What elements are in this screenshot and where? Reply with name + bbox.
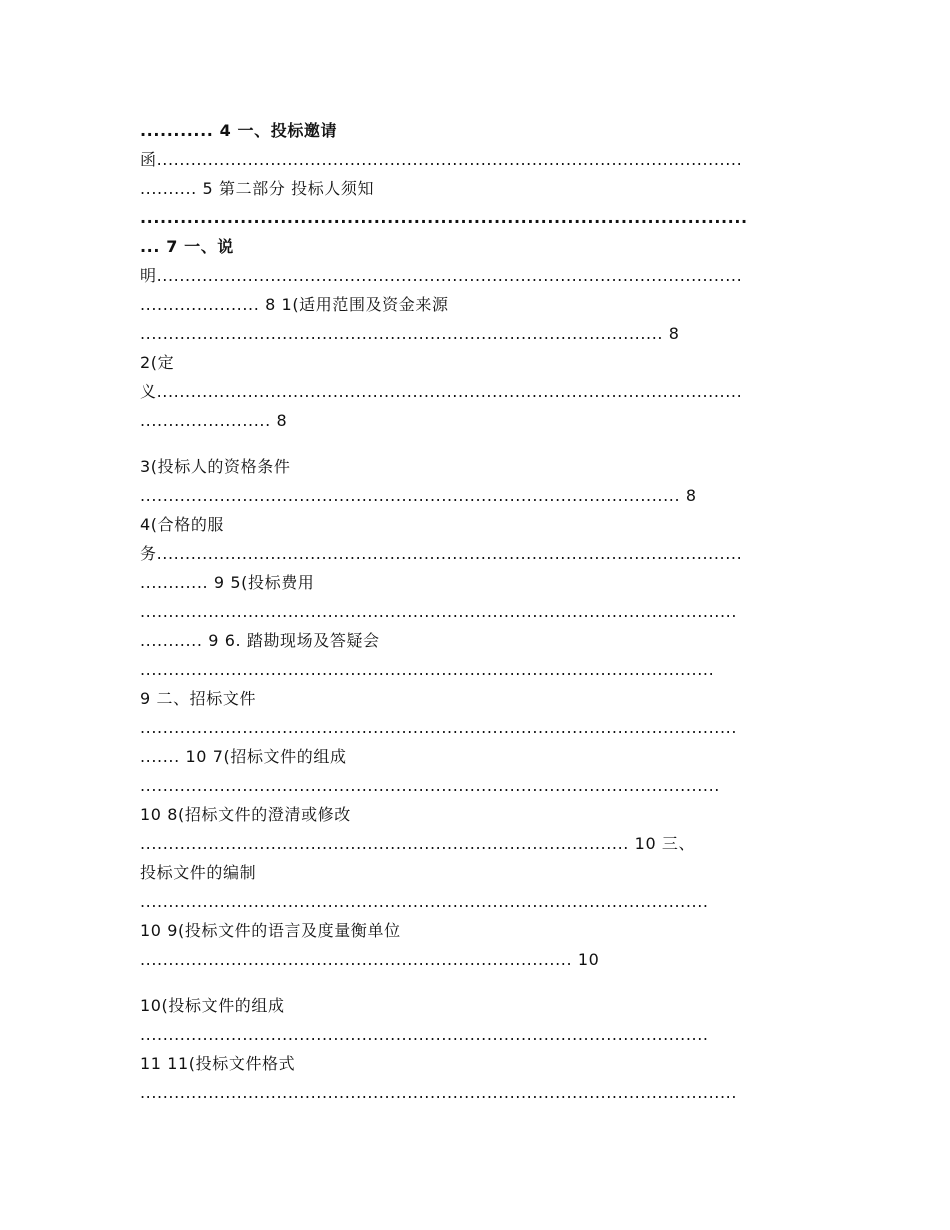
toc-line: .........................................................................................................: [140, 602, 738, 621]
toc-line: 11 11(投标文件格式: [140, 1054, 296, 1073]
toc-line: ...........................................................................................: [140, 208, 748, 227]
toc-line: .........................................................................................................: [140, 718, 738, 737]
toc-line: 10 9(投标文件的语言及度量衡单位: [140, 921, 401, 940]
toc-line: 函.......................................................................................................: [140, 150, 743, 169]
toc-line: ............................................................................ 10: [140, 950, 600, 969]
toc-line: ...................................................................................... 10 三、: [140, 834, 696, 853]
toc-line: 9 二、招标文件: [140, 689, 257, 708]
toc-line: ........... 9 6. 踏勘现场及答疑会: [140, 631, 380, 650]
toc-line: .....................................................................................................: [140, 660, 715, 679]
toc-line: 义.......................................................................................................: [140, 382, 743, 401]
toc-line: ......................................................................................................: [140, 776, 720, 795]
toc-line: ........... 4 一、投标邀请: [140, 121, 338, 140]
toc-line: 投标文件的编制: [140, 863, 257, 882]
toc-line: ....................................................................................................: [140, 1025, 709, 1044]
toc-line: 4(合格的服: [140, 515, 225, 534]
toc-line: ... 7 一、说: [140, 237, 234, 256]
line-gap: [140, 435, 812, 452]
toc-line: .......... 5 第二部分 投标人须知: [140, 179, 375, 198]
toc-line: ....................... 8: [140, 411, 288, 430]
toc-line: ............................................................................................ 8: [140, 324, 680, 343]
table-of-contents: [140, 116, 812, 1107]
toc-line: 务.......................................................................................................: [140, 544, 743, 563]
toc-line: 3(投标人的资格条件: [140, 457, 291, 476]
line-gap: [140, 974, 812, 991]
toc-line: .........................................................................................................: [140, 1083, 738, 1102]
toc-line: ..................... 8 1(适用范围及资金来源: [140, 295, 449, 314]
toc-line: 明.......................................................................................................: [140, 266, 743, 285]
toc-line: ....... 10 7(招标文件的组成: [140, 747, 347, 766]
toc-line: 10(投标文件的组成: [140, 996, 285, 1015]
toc-line: 2(定: [140, 353, 175, 372]
toc-line: ....................................................................................................: [140, 892, 709, 911]
toc-line: ............................................................................................... 8: [140, 486, 697, 505]
toc-line: 10 8(招标文件的澄清或修改: [140, 805, 351, 824]
toc-line: ............ 9 5(投标费用: [140, 573, 315, 592]
